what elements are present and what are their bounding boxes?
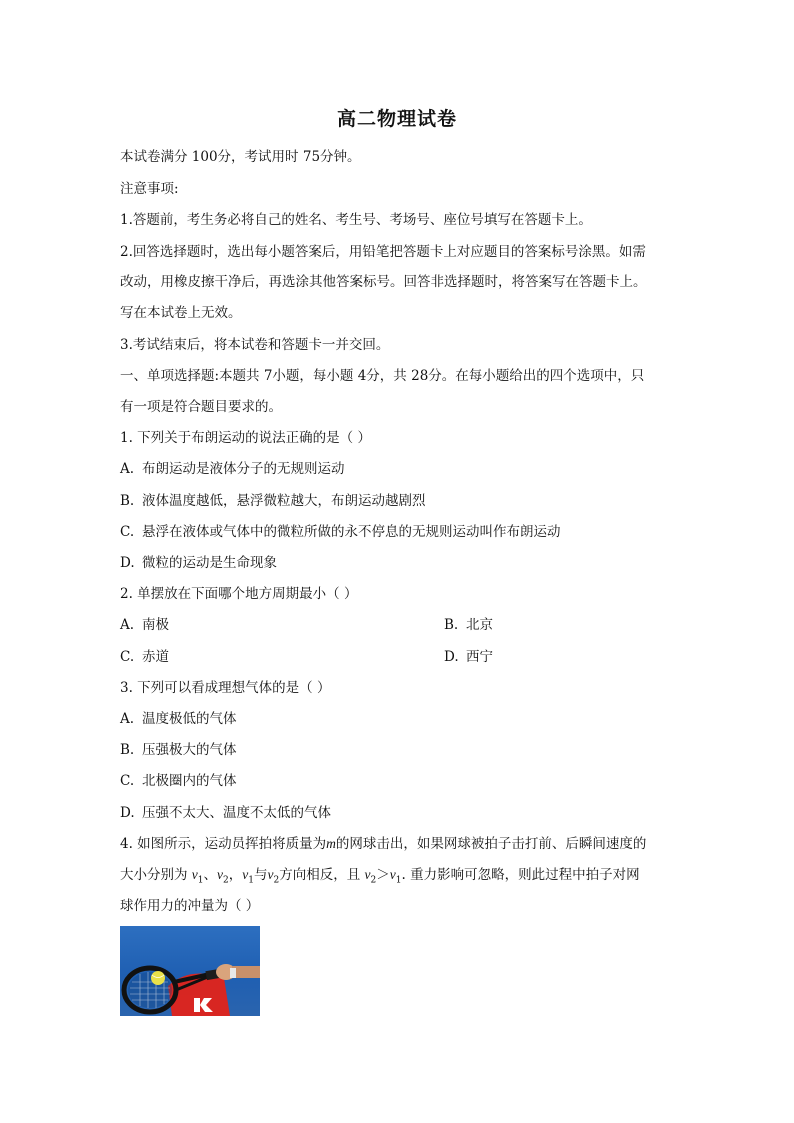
velocity-symbol: v	[191, 867, 198, 882]
option-letter: D.	[120, 555, 135, 571]
q4-text: 方向相反，且	[279, 867, 361, 883]
question-1-option-d	[120, 551, 277, 571]
question-3-option-d	[120, 801, 331, 821]
velocity-symbol: v	[242, 867, 249, 882]
option-letter: C.	[120, 524, 135, 540]
question-4-line-1	[120, 832, 646, 852]
section-heading-line-1: 一、单项选择题:本题共 7小题，每小题 4分，共 28分。在每小题给出的四个选项中，只	[120, 368, 645, 384]
velocity-symbol: v	[267, 867, 274, 882]
velocity-symbol: v	[364, 867, 371, 882]
option-letter: B.	[120, 493, 135, 509]
question-3-stem: 3. 下列可以看成理想气体的是（ ）	[120, 680, 331, 696]
option-text: 北极圈内的气体	[142, 773, 237, 789]
velocity-symbol: v	[389, 867, 396, 882]
notice-line-3: 改动，用橡皮擦干净后，再选涂其他答案标号。回答非选择题时，将答案写在答题卡上。	[120, 274, 647, 290]
question-2-stem: 2. 单摆放在下面哪个地方周期最小（ ）	[120, 586, 358, 602]
option-text: 压强极大的气体	[142, 742, 237, 758]
subscript: 1	[197, 875, 204, 886]
question-2-option-b	[444, 613, 493, 633]
subscript: 2	[370, 875, 377, 886]
page-title: 高二物理试卷	[336, 108, 457, 130]
option-text: 北京	[466, 617, 493, 633]
separator: ，	[228, 867, 243, 883]
option-text: 西宁	[466, 649, 493, 665]
separator: 、	[203, 867, 218, 883]
question-3-option-b	[120, 738, 237, 758]
option-letter: B.	[444, 617, 459, 633]
option-letter: A.	[120, 617, 135, 633]
option-letter: C.	[120, 649, 135, 665]
subscript: 2	[223, 875, 229, 886]
option-letter: C.	[120, 773, 135, 789]
subscript: 2	[273, 875, 280, 886]
option-letter: D.	[120, 805, 135, 821]
subscript: 1	[248, 875, 254, 886]
question-2-option-d	[444, 645, 493, 665]
question-1-option-c	[120, 520, 561, 540]
question-1-option-a	[120, 457, 345, 477]
question-1-option-b	[120, 489, 426, 509]
option-text: 悬浮在液体或气体中的微粒所做的永不停息的无规则运动叫作布朗运动	[142, 524, 561, 540]
option-text: 温度极低的气体	[142, 711, 237, 727]
question-2-option-c	[120, 645, 169, 665]
q4-text: 与	[254, 867, 268, 883]
mass-symbol: m	[326, 836, 336, 851]
intro-text: 本试卷满分 100分，考试用时 75分钟。	[120, 149, 361, 165]
q4-text: . 重力影响可忽略，则此过程中拍子对网	[401, 867, 640, 883]
option-text: 压强不太大、温度不太低的气体	[142, 805, 331, 821]
question-1-stem: 1. 下列关于布朗运动的说法正确的是（ ）	[120, 430, 371, 446]
option-letter: A.	[120, 711, 135, 727]
option-letter: D.	[444, 649, 459, 665]
subscript: 1	[395, 875, 402, 886]
q4-text: 大小分别为	[120, 867, 188, 883]
option-text: 液体温度越低，悬浮微粒越大，布朗运动越剧烈	[142, 493, 426, 509]
tennis-scene-illustration	[120, 926, 260, 1016]
section-heading-line-2: 有一项是符合题目要求的。	[120, 399, 282, 415]
notice-line-4: 写在本试卷上无效。	[120, 305, 242, 321]
option-text: 布朗运动是液体分子的无规则运动	[142, 461, 345, 477]
question-4-line-2	[120, 863, 640, 886]
option-letter: B.	[120, 742, 135, 758]
greater-than: ＞	[376, 867, 390, 883]
tennis-racket-photo	[120, 926, 260, 1016]
notice-line-5: 3.考试结束后，将本试卷和答题卡一并交回。	[120, 337, 390, 353]
velocity-symbol: v	[217, 867, 224, 882]
question-2-option-a	[120, 613, 169, 633]
question-3-option-a	[120, 707, 237, 727]
notice-line-1: 1.答题前，考生务必将自己的姓名、考生号、考场号、座位号填写在答题卡上。	[120, 212, 592, 228]
option-text: 赤道	[142, 649, 169, 665]
notice-heading: 注意事项:	[120, 181, 179, 197]
option-text: 微粒的运动是生命现象	[142, 555, 277, 571]
q4-text: 的网球击出，如果网球被拍子击打前、后瞬间速度的	[335, 836, 647, 852]
notice-line-2: 2.回答选择题时，选出每小题答案后，用铅笔把答题卡上对应题目的答案标号涂黑。如需	[120, 244, 646, 260]
question-3-option-c	[120, 769, 237, 789]
question-4-line-3: 球作用力的冲量为（ ）	[120, 898, 260, 914]
option-letter: A.	[120, 461, 135, 477]
option-text: 南极	[142, 617, 169, 633]
q4-text: 4. 如图所示，运动员挥拍将质量为	[120, 836, 327, 852]
